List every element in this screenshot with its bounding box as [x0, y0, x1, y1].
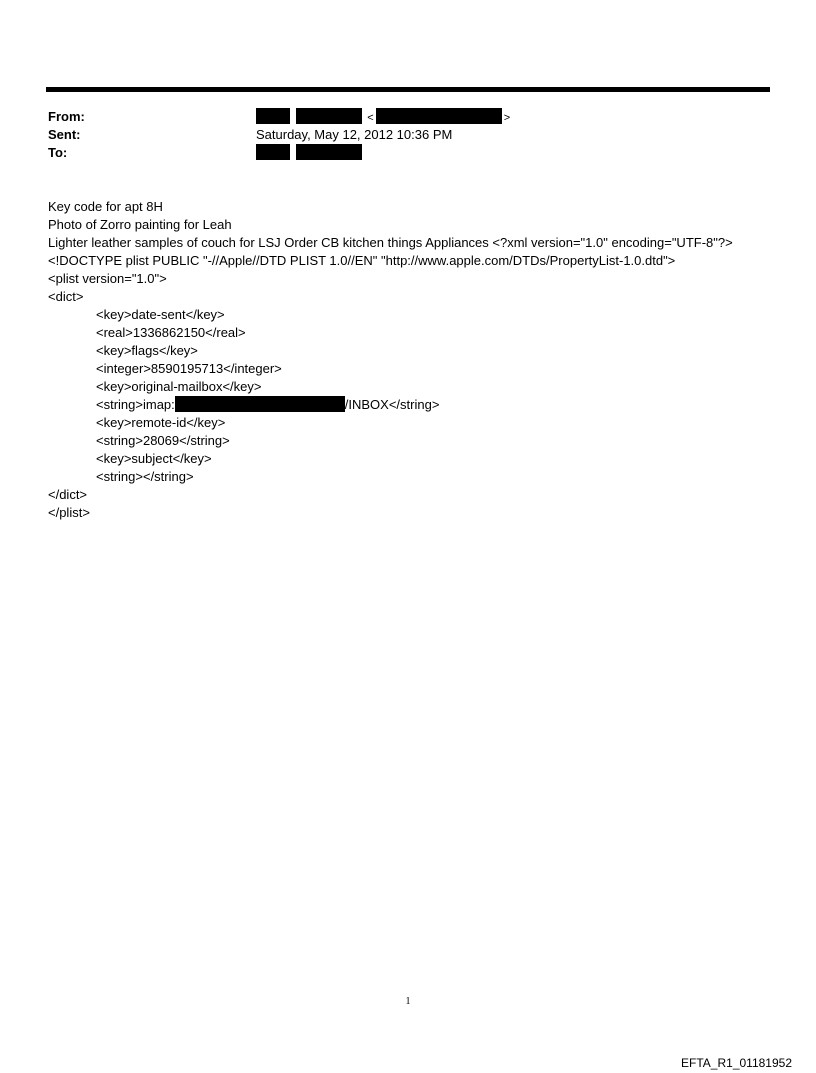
dict-line: <key>original-mailbox</key>	[96, 379, 262, 394]
dict-line: <key>subject</key>	[96, 451, 212, 466]
dict-line: <string></string>	[96, 469, 194, 484]
from-label: From:	[48, 109, 85, 124]
imap-line	[48, 396, 788, 414]
imap-prefix: <string>imap:	[96, 397, 175, 412]
to-row	[48, 144, 748, 162]
sent-row	[48, 126, 748, 144]
page-number: 1	[405, 996, 411, 1007]
dict-line: <string>28069</string>	[96, 433, 230, 448]
redaction-box	[296, 108, 362, 124]
from-value	[256, 108, 512, 127]
email-body	[48, 198, 788, 522]
redaction-box	[296, 144, 362, 160]
dict-line: <real>1336862150</real>	[96, 325, 246, 340]
body-line: Photo of Zorro painting for Leah	[48, 217, 232, 232]
dict-line: <key>flags</key>	[96, 343, 198, 358]
dict-line: <integer>8590195713</integer>	[96, 361, 282, 376]
sent-value: Saturday, May 12, 2012 10:36 PM	[256, 127, 453, 142]
dict-line: <key>date-sent</key>	[96, 307, 225, 322]
from-email-open-bracket: <	[367, 112, 374, 124]
redaction-box	[256, 108, 290, 124]
body-line: Lighter leather samples of couch for LSJ Order CB kitchen things Appliances <?xml version="1.0" encoding="UTF-8"?>	[48, 235, 733, 250]
body-line: <!DOCTYPE plist PUBLIC "-//Apple//DTD PLIST 1.0//EN" "http://www.apple.com/DTDs/PropertyList-1.0.dtd">	[48, 253, 676, 268]
from-row	[48, 108, 748, 126]
to-value	[256, 144, 362, 162]
from-email-close-bracket: >	[503, 112, 511, 124]
redaction-box	[175, 396, 345, 412]
sent-label: Sent:	[48, 127, 81, 142]
closing-line: </dict>	[48, 487, 88, 502]
bates-number: EFTA_R1_01181952	[681, 1056, 792, 1070]
body-line: <dict>	[48, 289, 84, 304]
closing-line: </plist>	[48, 505, 90, 520]
redaction-box	[256, 144, 290, 160]
top-divider	[46, 87, 770, 92]
dict-line: <key>remote-id</key>	[96, 415, 226, 430]
body-line: Key code for apt 8H	[48, 199, 163, 214]
redaction-box	[376, 108, 502, 124]
email-header	[48, 108, 748, 162]
to-label: To:	[48, 145, 68, 160]
body-line: <plist version="1.0">	[48, 271, 167, 286]
imap-suffix: /INBOX</string>	[344, 397, 440, 412]
